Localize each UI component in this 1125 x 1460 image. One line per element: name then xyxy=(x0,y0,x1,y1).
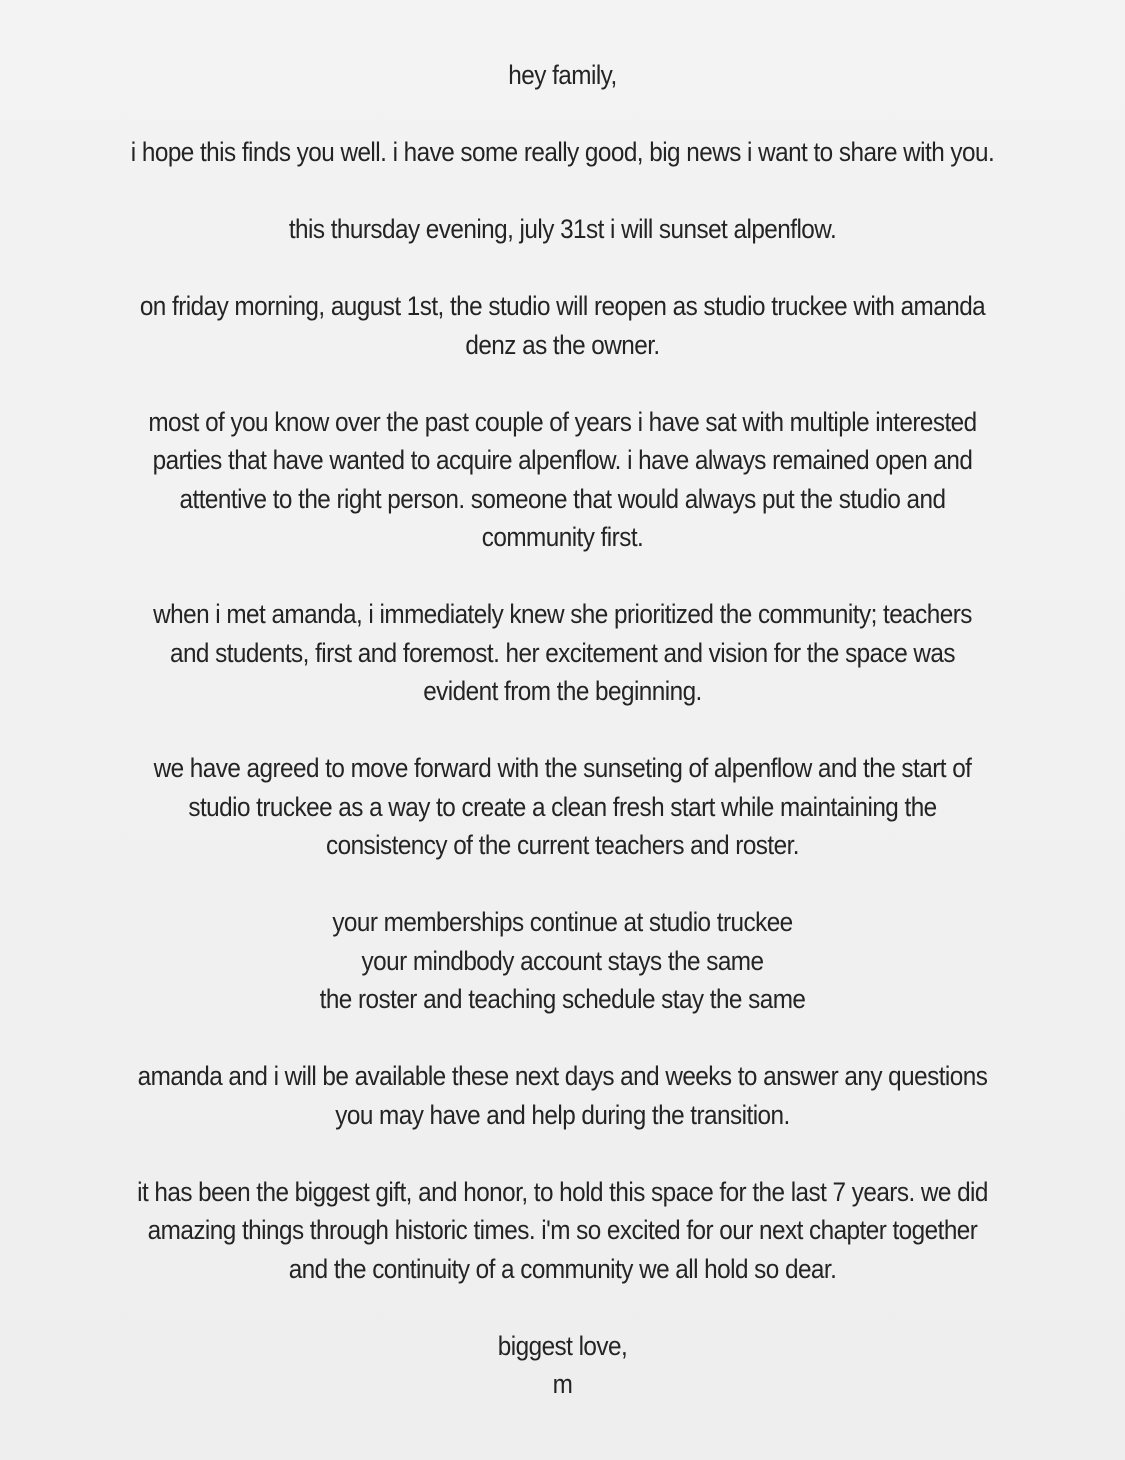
paragraph-line: consistency of the current teachers and roster. xyxy=(325,830,800,860)
paragraph-line: it has been the biggest gift, and honor, to hold this space for the last 7 years. we did xyxy=(137,1176,988,1207)
paragraph-gratitude xyxy=(56,1173,1069,1289)
paragraph-continuity-list xyxy=(56,903,1069,1019)
paragraph-line: amazing things through historic times. i'm so excited for our next chapter together xyxy=(147,1215,978,1245)
paragraph-agreement xyxy=(56,749,1069,865)
paragraph-reopen xyxy=(56,287,1069,364)
paragraph-line: most of you know over the past couple of years i have sat with multiple interested xyxy=(148,406,977,437)
paragraph-amanda xyxy=(56,595,1069,711)
paragraph-background xyxy=(56,403,1069,557)
paragraph-availability xyxy=(56,1057,1069,1134)
letter-body xyxy=(56,56,1069,1404)
paragraph-line: your mindbody account stays the same xyxy=(361,945,764,976)
paragraph-line: denz as the owner. xyxy=(465,329,660,360)
paragraph-line: i hope this finds you well. i have some really good, big news i want to share with you. xyxy=(130,137,995,167)
paragraph-line: you may have and help during the transition. xyxy=(335,1099,790,1130)
paragraph-sunset xyxy=(56,210,1069,249)
paragraph-line: when i met amanda, i immediately knew she prioritized the community; teachers xyxy=(153,599,972,629)
paragraph-line: and students, first and foremost. her excitement and vision for the space was xyxy=(169,637,956,668)
paragraph-news xyxy=(56,133,1069,172)
paragraph-line: community first. xyxy=(481,522,644,552)
paragraph-line: and the continuity of a community we all hold so dear. xyxy=(288,1253,837,1284)
closing: biggest love, xyxy=(497,1330,628,1361)
signature: m xyxy=(552,1369,573,1399)
paragraph-line: attentive to the right person. someone that would always put the studio and xyxy=(179,483,946,514)
paragraph-line: amanda and i will be available these next days and weeks to answer any questions xyxy=(137,1061,988,1091)
paragraph-line: your memberships continue at studio truckee xyxy=(332,907,793,937)
paragraph-line: on friday morning, august 1st, the studio will reopen as studio truckee with amanda xyxy=(139,291,986,321)
paragraph-line: we have agreed to move forward with the sunseting of alpenflow and the start of xyxy=(153,753,972,783)
paragraph-line: the roster and teaching schedule stay the same xyxy=(319,984,806,1014)
paragraph-line: parties that have wanted to acquire alpenflow. i have always remained open and xyxy=(152,445,973,475)
paragraph-line: studio truckee as a way to create a clean fresh start while maintaining the xyxy=(188,791,937,822)
paragraph-line: this thursday evening, july 31st i will sunset alpenflow. xyxy=(288,214,837,244)
paragraph-line: evident from the beginning. xyxy=(423,676,702,706)
greeting: hey family, xyxy=(508,60,617,90)
greeting-paragraph xyxy=(56,56,1069,95)
sign-off xyxy=(56,1327,1069,1404)
